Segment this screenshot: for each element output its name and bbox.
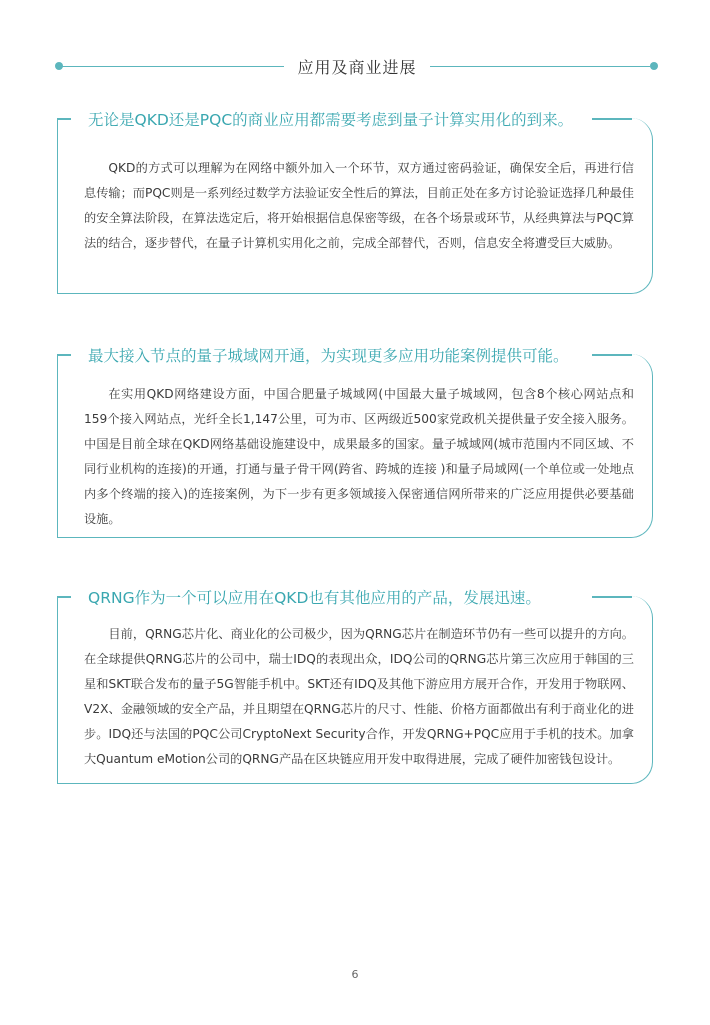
box-top-rule-right [592, 596, 632, 598]
header-left-rule [62, 66, 284, 67]
section-box-1 [57, 111, 653, 294]
header-right-rule [430, 66, 650, 67]
section-title-1: 无论是QKD还是PQC的商业应用都需要考虑到量子计算实用化的到来。 [84, 108, 577, 130]
section-title-2: 最大接入节点的量子城域网开通，为实现更多应用功能案例提供可能。 [84, 344, 573, 366]
page-number: 6 [351, 968, 359, 981]
section-title-3: QRNG作为一个可以应用在QKD也有其他应用的产品，发展迅速。 [84, 586, 545, 608]
box-top-rule-right [592, 354, 632, 356]
box-top-rule-left [57, 596, 71, 598]
box-top-rule-left [57, 118, 71, 120]
section-body-2: 在实用QKD网络建设方面，中国合肥量子城域网(中国最大量子城域网，包含8个核心网站点和159个接入网站点，光纤全长1,147公里，可为市、区两级近500家党政机关提供量子安全接入服务。中国是目前全球在QKD网络基础设施建设中，成果最多的国家。量子城域网(城市范围内不同区域、不同行业机构的连接)的开通，打通与量子骨干网(跨省、跨城的连接 )和量子局域网(一个单位或一处地点内多个终端的接入)的连接案例，为下一步有更多领域接入保密通信网所带来的广泛应用提供必要基础设施。 [84, 387, 634, 526]
page-header [0, 0, 710, 77]
section-body-1: QKD的方式可以理解为在网络中额外加入一个环节，双方通过密码验证，确保安全后，再进行信息传输；而PQC则是一系列经过数学方法验证安全性后的算法，目前正处在多方讨论验证选择几种最佳的安全算法阶段，在算法选定后，将开始根据信息保密等级，在各个场景或环节，从经典算法与PQC算法的结合，逐步替代，在量子计算机实用化之前，完成全部替代，否则，信息安全将遭受巨大威胁。 [84, 161, 634, 250]
box-top-rule-right [592, 118, 632, 120]
page-title: 应用及商业进展 [297, 58, 417, 77]
section-box-2 [57, 347, 653, 538]
header-right-dot [650, 62, 658, 70]
section-box-3 [57, 589, 653, 784]
box-top-rule-left [57, 354, 71, 356]
section-body-3: 目前，QRNG芯片化、商业化的公司极少，因为QRNG芯片在制造环节仍有一些可以提升的方向。在全球提供QRNG芯片的公司中，瑞士IDQ的表现出众，IDQ公司的QRNG芯片第三次应用于韩国的三星和SKT联合发布的量子5G智能手机中。SKT还有IDQ及其他下游应用方展开合作，开发用于物联网、V2X、金融领域的安全产品，并且期望在QRNG芯片的尺寸、性能、价格方面都做出有利于商业化的进步。IDQ还与法国的PQC公司CryptoNext Security合作，开发QRNG+PQC应用于手机的技术。加拿大Quantum eMotion公司的QRNG产品在区块链应用开发中取得进展，完成了硬件加密钱包设计。 [84, 627, 634, 766]
